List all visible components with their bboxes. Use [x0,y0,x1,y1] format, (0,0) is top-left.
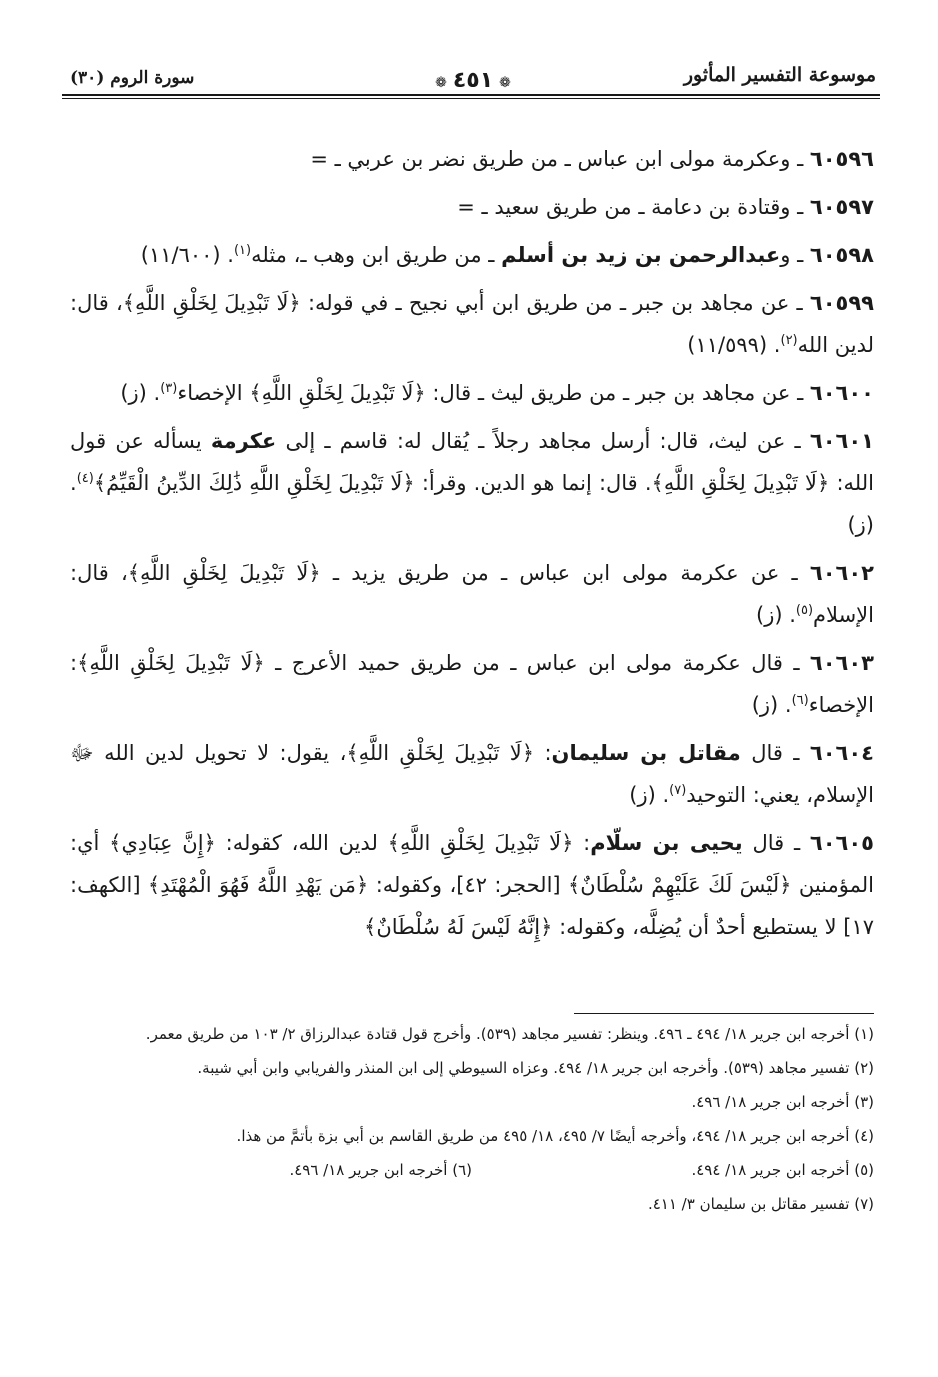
entry: ٦٠٥٩٨ ـ وعبدالرحمن بن زيد بن أسلم ـ من طريق ابن وهب ـ، مثله$^{(١)}$. (١١/٦٠٠) [140,243,874,267]
quran-verse: ﴿لَا تَبْدِيلَ لِخَلْقِ اللَّهِ﴾ [651,471,830,495]
ornament-icon: ❁ [499,75,511,91]
quran-verse: ﴿لَا تَبْدِيلَ لِخَلْقِ اللَّهِ﴾ [387,831,574,855]
entry: ٦٠٦٠٥ ـ قال يحيى بن سلّام: ﴿لَا تَبْدِيلَ لِخَلْقِ اللَّهِ﴾ لدين الله، كقوله: ﴿إِنَّ عِبَادِي﴾ أي: المؤمنين ﴿لَيْسَ لَكَ عَلَيْهِمْ سُلْطَانٌ﴾ [الحجر: ٤٢]، وكقوله: ﴿مَن يَهْدِ اللَّهُ فَهُوَ الْمُهْتَدِ﴾ [الكهف: ١٧] لا يستطيع أحدٌ أن يُضِلَّه، وكقوله: ﴿إِنَّهُ لَيْسَ لَهُ سُلْطَانٌ﴾ [70,831,874,939]
quran-verse: ﴿إِنَّهُ لَيْسَ لَهُ سُلْطَانٌ﴾ [364,915,553,939]
footnote: (٢) تفسير مجاهد (٥٣٩). وأخرجه ابن جرير ١٨/ ٤٩٤. وعزاه السيوطي إلى ابن المنذر والفريابي وابن أبي شيبة. [197,1059,874,1077]
quran-verse: ﴿لَا تَبْدِيلَ لِخَلْقِ اللَّهِ﴾ [127,561,321,585]
entry: ٦٠٦٠٢ ـ عن عكرمة مولى ابن عباس ـ من طريق يزيد ـ ﴿لَا تَبْدِيلَ لِخَلْقِ اللَّهِ﴾، قال: الإسلام$^{(٥)}$. (ز) [70,561,874,627]
header-rule [62,94,880,96]
book-title: موسوعة التفسير المأثور [683,64,876,86]
footnote: (٥) أخرجه ابن جرير ١٨/ ٤٩٤. [691,1161,874,1179]
entry: ٦٠٦٠٤ ـ قال مقاتل بن سليمان: ﴿لَا تَبْدِيلَ لِخَلْقِ اللَّهِ﴾، يقول: لا تحويل لدين الله ﷻ الإسلام، يعني: التوحيد$^{(٧)}$. (ز) [70,741,874,807]
ornament-icon: ❁ [435,75,447,91]
quran-verse: ﴿لَا تَبْدِيلَ لِخَلْقِ اللَّهِ ذَٰلِكَ الدِّينُ الْقَيِّمُ﴾ [93,471,415,495]
entry: ٦٠٦٠٣ ـ قال عكرمة مولى ابن عباس ـ من طريق حميد الأعرج ـ ﴿لَا تَبْدِيلَ لِخَلْقِ اللَّهِ﴾: الإخصاء$^{(٦)}$. (ز) [70,651,874,717]
entry: ٦٠٥٩٧ ـ وقتادة بن دعامة ـ من طريق سعيد ـ = [457,195,874,219]
main-text [70,138,874,954]
page-number: ٤٥١ [452,68,494,93]
quran-verse: ﴿لَا تَبْدِيلَ لِخَلْقِ اللَّهِ﴾ [346,741,535,765]
surah-title: سورة الروم (٣٠) [70,68,195,88]
footnote: (٦) أخرجه ابن جرير ١٨/ ٤٩٦. [289,1161,472,1179]
quran-verse: ﴿مَن يَهْدِ اللَّهُ فَهُوَ الْمُهْتَدِ﴾ [147,873,369,897]
footnote: (١) أخرجه ابن جرير ١٨/ ٤٩٤ ـ ٤٩٦. وينظر: تفسير مجاهد (٥٣٩). وأخرج قول قتادة عبدالرزاق ٢/ ١٠٣ من طريق معمر. [145,1025,874,1043]
footnote: (٧) تفسير مقاتل بن سليمان ٣/ ٤١١. [647,1195,874,1213]
footnote: (٣) أخرجه ابن جرير ١٨/ ٤٩٦. [691,1093,874,1111]
entry: ٦٠٥٩٩ ـ عن مجاهد بن جبر ـ من طريق ابن أبي نجيح ـ في قوله: ﴿لَا تَبْدِيلَ لِخَلْقِ اللَّهِ﴾، قال: لدين الله$^{(٢)}$. (١١/٥٩٩) [70,291,874,357]
header-rule-thin [62,98,880,99]
entry: ٦٠٦٠١ ـ عن ليث، قال: أرسل مجاهد رجلاً ـ يُقال له: قاسم ـ إلى عكرمة يسأله عن قول الله: ﴿لَا تَبْدِيلَ لِخَلْقِ اللَّهِ﴾. قال: إنما هو الدين. وقرأ: ﴿لَا تَبْدِيلَ لِخَلْقِ اللَّهِ ذَٰلِكَ الدِّينُ الْقَيِّمُ﴾$^{(٤)}$. (ز) [70,429,874,537]
quran-verse: ﴿لَا تَبْدِيلَ لِخَلْقِ اللَّهِ﴾ [77,651,265,675]
quran-verse: ﴿لَيْسَ لَكَ عَلَيْهِمْ سُلْطَانٌ﴾ [568,873,792,897]
quran-verse: ﴿لَا تَبْدِيلَ لِخَلْقِ اللَّهِ﴾ [249,381,426,405]
footnote-row [70,1156,874,1184]
footnote: (٤) أخرجه ابن جرير ١٨/ ٤٩٤، وأخرجه أيضًا ٧/ ٤٩٥، ١٨/ ٤٩٥ من طريق القاسم بن أبي بزة بأتمَّ من هذا. [236,1127,874,1145]
quran-verse: ﴿إِنَّ عِبَادِي﴾ [109,831,216,855]
footnotes [70,1020,874,1224]
entry: ٦٠٥٩٦ ـ وعكرمة مولى ابن عباس ـ من طريق نضر بن عربي ـ = [310,147,874,171]
quran-verse: ﴿لَا تَبْدِيلَ لِخَلْقِ اللَّهِ﴾ [122,291,301,315]
footnote-rule [574,1013,874,1014]
entry: ٦٠٦٠٠ ـ عن مجاهد بن جبر ـ من طريق ليث ـ قال: ﴿لَا تَبْدِيلَ لِخَلْقِ اللَّهِ﴾ الإخصاء$^{(٣)}$. (ز) [120,381,874,405]
